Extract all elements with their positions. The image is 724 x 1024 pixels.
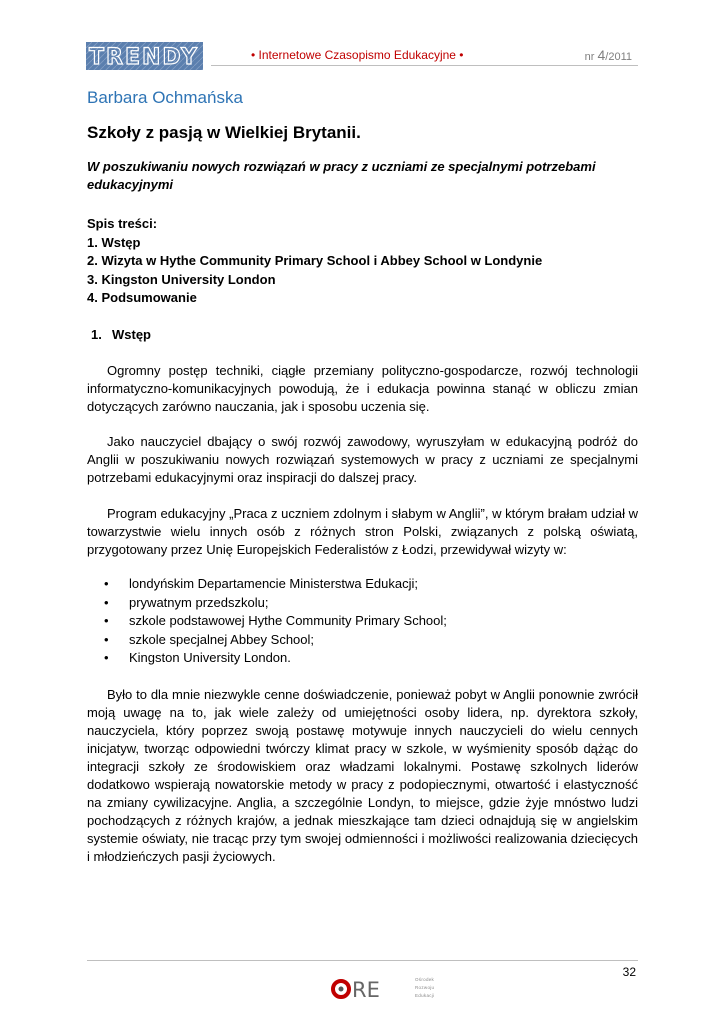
issue-year: /2011 — [605, 51, 632, 63]
list-item: • szkole specjalnej Abbey School; — [102, 631, 447, 650]
paragraph-2: Jako nauczyciel dbający o swój rozwój zawodowy, wyruszyłam w edukacyjną podróż do Anglii w poszukiwaniu nowych rozwiązań systemowych w pracy z uczniami ze specjalnymi potrzebami edukacyjnymi oraz inspiracji do dalszej pracy. — [87, 434, 638, 485]
logo-text: TRENDY — [89, 45, 199, 70]
list-item: • szkole podstawowej Hythe Community Primary School; — [102, 612, 447, 631]
ore-logo — [330, 974, 420, 1004]
ore-logo-caption: Ośrodek Rozwoju Edukacji — [415, 977, 435, 998]
toc-heading: Spis treści: — [87, 216, 158, 231]
toc-item-3: 3. Kingston University London — [87, 271, 276, 287]
paragraph-3: Program edukacyjny „Praca z uczniem zdolnym i słabym w Anglii”, w którym brałam udział w towarzystwie wielu innych osób z różnych stron Polski, związanych z polską oświatą, przygotowany przez Unię Europejskich Federalistów z Łodzi, przewidywał wizyty w: — [87, 506, 639, 557]
page-number: 32 — [622, 965, 636, 979]
toc-item-2: 2. Wizyta w Hythe Community Primary School i Abbey School w Londynie — [87, 253, 543, 268]
table-of-contents — [87, 215, 542, 308]
bullet-icon: • — [104, 613, 109, 628]
bullet-icon: • — [104, 650, 109, 665]
list-item: • prywatnym przedszkolu; — [102, 594, 447, 613]
article-subtitle: W poszukiwaniu nowych rozwiązań w pracy z uczniami ze specjalnymi potrzebami edukacyjnymi — [87, 159, 596, 192]
bullet-icon: • — [104, 576, 109, 591]
section-heading — [91, 327, 151, 342]
toc-item-1: 1. Wstęp — [87, 234, 141, 250]
issue-number — [585, 47, 632, 63]
header-rule — [211, 65, 638, 66]
article-title: Szkoły z pasją w Wielkiej Brytanii. — [87, 123, 361, 142]
section-number: 1. — [91, 327, 102, 342]
list-item: • londyńskim Departamencie Ministerstwa Edukacji; — [102, 575, 447, 594]
toc-item-4: 4. Podsumowanie — [87, 290, 197, 305]
page-header — [86, 40, 638, 74]
paragraph-1: Ogromny postęp techniki, ciągłe przemiany polityczno-gospodarcze, rozwój technologii informatyczno-komunikacyjnych powodują, że i edukacja powinna stanąć w obliczu zmian dotyczących zarówno nauczania, jak i sposobu uczenia się. — [87, 363, 638, 414]
author-name: Barbara Ochmańska — [87, 88, 243, 107]
issue-prefix: nr — [584, 51, 598, 63]
journal-name: • Internetowe Czasopismo Edukacyjne • — [251, 48, 464, 62]
section-title: Wstęp — [112, 327, 151, 342]
bullet-icon: • — [104, 594, 109, 610]
bullet-icon: • — [104, 631, 109, 647]
issue-num: 4 — [597, 47, 606, 63]
ore-logo-text: RE — [352, 978, 380, 1002]
list-item: • Kingston University London. — [102, 649, 447, 668]
paragraph-4: Było to dla mnie niezwykle cenne doświadczenie, ponieważ pobyt w Anglii ponownie zwrócił moją uwagę na to, jak wiele zależy od umiejętności osoby lidera, np. dyrektora szkoły, nauczyciela, który poprzez swoją postawę motywuje innych nauczycieli do wielu cennych inicjatyw, tworząc odpowiedni twórczy klimat pracy w szkole, w wyśmienity sposób dążąc do integracji szkoły ze środowiskiem oraz władzami lokalnymi. Postawę szkolnych liderów dodatkowo wspierają nowatorskie metody w pracy z podopiecznymi, otwartość i elastyczność na zmiany cywilizacyjne. Anglia, a szczególnie Londyn, to miejsce, gdzie żyje mnóstwo ludzi pochodzących z różnych krajów, a jednak mieszkające tam dzieci odnajdują się w angielskim systemie oświaty, nie tracąc przy tym swojej odmienności i możliwości realizowania dziecięcych i młodzieńczych pasji życiowych. — [87, 687, 638, 864]
visit-list — [102, 575, 447, 668]
trendy-logo — [86, 42, 203, 70]
footer-rule — [87, 960, 638, 961]
